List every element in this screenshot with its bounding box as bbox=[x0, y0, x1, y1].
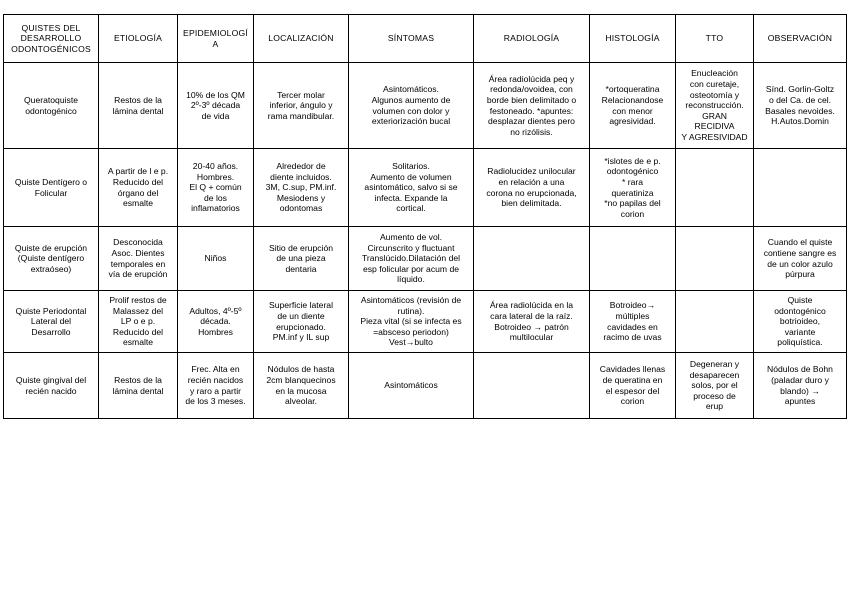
header-cell: HISTOLOGÍA bbox=[590, 15, 676, 63]
table-cell bbox=[676, 149, 754, 227]
table-cell bbox=[754, 149, 847, 227]
table-header-row bbox=[4, 15, 847, 63]
table-cell: Prolif restos de Malassez del LP o e p. Reducido del esmalte bbox=[99, 291, 178, 353]
table-cell: Restos de la lámina dental bbox=[99, 353, 178, 419]
table-cell: Restos de la lámina dental bbox=[99, 63, 178, 149]
table-cell: Sínd. Gorlin-Goltz o del Ca. de cel. Basales nevoides. H.Autos.Domin bbox=[754, 63, 847, 149]
table-cell: Degeneran y desaparecen solos, por el proceso de erup bbox=[676, 353, 754, 419]
table-cell: Área radiolúcida peq y redonda/ovoidea, con borde bien delimitado o festoneado. *apuntes: desplazar dientes pero no rizólisis. bbox=[474, 63, 590, 149]
odontogenic-cysts-table bbox=[3, 14, 847, 419]
header-cell: EPIDEMIOLOGÍ A bbox=[178, 15, 254, 63]
table-cell: Cuando el quiste contiene sangre es de un color azulo púrpura bbox=[754, 227, 847, 291]
table-cell bbox=[590, 227, 676, 291]
table-cell: *ortoqueratina Relacionandose con menor agresividad. bbox=[590, 63, 676, 149]
table-cell: A partir de l e p. Reducido del órgano del esmalte bbox=[99, 149, 178, 227]
table-cell: Quiste Dentígero o Folicular bbox=[4, 149, 99, 227]
header-cell: SÍNTOMAS bbox=[349, 15, 474, 63]
table-cell bbox=[474, 227, 590, 291]
header-cell: LOCALIZACIÓN bbox=[254, 15, 349, 63]
table-cell: Sitio de erupción de una pieza dentaria bbox=[254, 227, 349, 291]
table-cell: Tercer molar inferior, ángulo y rama mandibular. bbox=[254, 63, 349, 149]
document-page bbox=[3, 14, 847, 419]
table-row bbox=[4, 227, 847, 291]
table-cell: Aumento de vol. Circunscrito y fluctuant Translúcido.Dilatación del esp folicular por acum de líquido. bbox=[349, 227, 474, 291]
header-cell: OBSERVACIÓN bbox=[754, 15, 847, 63]
table-cell: Radiolucidez unilocular en relación a una corona no erupcionada, bien delimitada. bbox=[474, 149, 590, 227]
table-cell: Superficie lateral de un diente erupcionado. PM.inf y IL sup bbox=[254, 291, 349, 353]
table-cell: 20-40 años. Hombres. El Q + común de los inflamatorios bbox=[178, 149, 254, 227]
table-cell: Frec. Alta en recién nacidos y raro a partir de los 3 meses. bbox=[178, 353, 254, 419]
table-cell: Botroideo→ múltiples cavidades en racimo de uvas bbox=[590, 291, 676, 353]
table-cell: Quiste Periodontal Lateral del Desarrollo bbox=[4, 291, 99, 353]
table-cell: Alrededor de diente incluidos. 3M, C.sup, PM.inf. Mesiodens y odontomas bbox=[254, 149, 349, 227]
table-cell: Área radiolúcida en la cara lateral de la raíz. Botroideo → patrón multilocular bbox=[474, 291, 590, 353]
table-cell: Queratoquiste odontogénico bbox=[4, 63, 99, 149]
table-cell bbox=[676, 227, 754, 291]
table-cell: Nódulos de hasta 2cm blanquecinos en la mucosa alveolar. bbox=[254, 353, 349, 419]
table-cell bbox=[474, 353, 590, 419]
table-cell: Niños bbox=[178, 227, 254, 291]
table-row bbox=[4, 63, 847, 149]
table-cell: Quiste odontogénico botrioideo, variante poliquística. bbox=[754, 291, 847, 353]
table-cell: Asintomáticos bbox=[349, 353, 474, 419]
header-cell: TTO bbox=[676, 15, 754, 63]
table-cell: Cavidades llenas de queratina en el espesor del corion bbox=[590, 353, 676, 419]
header-cell: RADIOLOGÍA bbox=[474, 15, 590, 63]
header-cell: QUISTES DEL DESARROLLO ODONTOGÉNICOS bbox=[4, 15, 99, 63]
table-cell: *islotes de e p. odontogénico * rara queratiniza *no papilas del corion bbox=[590, 149, 676, 227]
table-cell: Asintomáticos. Algunos aumento de volumen con dolor y exteriorización bucal bbox=[349, 63, 474, 149]
table-cell: Quiste de erupción (Quiste dentígero extraóseo) bbox=[4, 227, 99, 291]
table-cell: Quiste gingival del recién nacido bbox=[4, 353, 99, 419]
table-row bbox=[4, 149, 847, 227]
table-row bbox=[4, 291, 847, 353]
table-cell: 10% de los QM 2º-3º década de vida bbox=[178, 63, 254, 149]
table-cell: Adultos, 4º-5º década. Hombres bbox=[178, 291, 254, 353]
table-cell: Enucleación con curetaje, osteotomía y reconstrucción. GRAN RECIDIVA Y AGRESIVIDAD bbox=[676, 63, 754, 149]
table-row bbox=[4, 353, 847, 419]
table-cell: Asintomáticos (revisión de rutina). Pieza vital (si se infecta es =absceso periodon) Vest→bulto bbox=[349, 291, 474, 353]
table-cell: Desconocida Asoc. Dientes temporales en vía de erupción bbox=[99, 227, 178, 291]
table-cell: Solitarios. Aumento de volumen asintomático, salvo si se infecta. Expande la cortical. bbox=[349, 149, 474, 227]
header-cell: ETIOLOGÍA bbox=[99, 15, 178, 63]
table-cell: Nódulos de Bohn (paladar duro y blando) → apuntes bbox=[754, 353, 847, 419]
table-cell bbox=[676, 291, 754, 353]
